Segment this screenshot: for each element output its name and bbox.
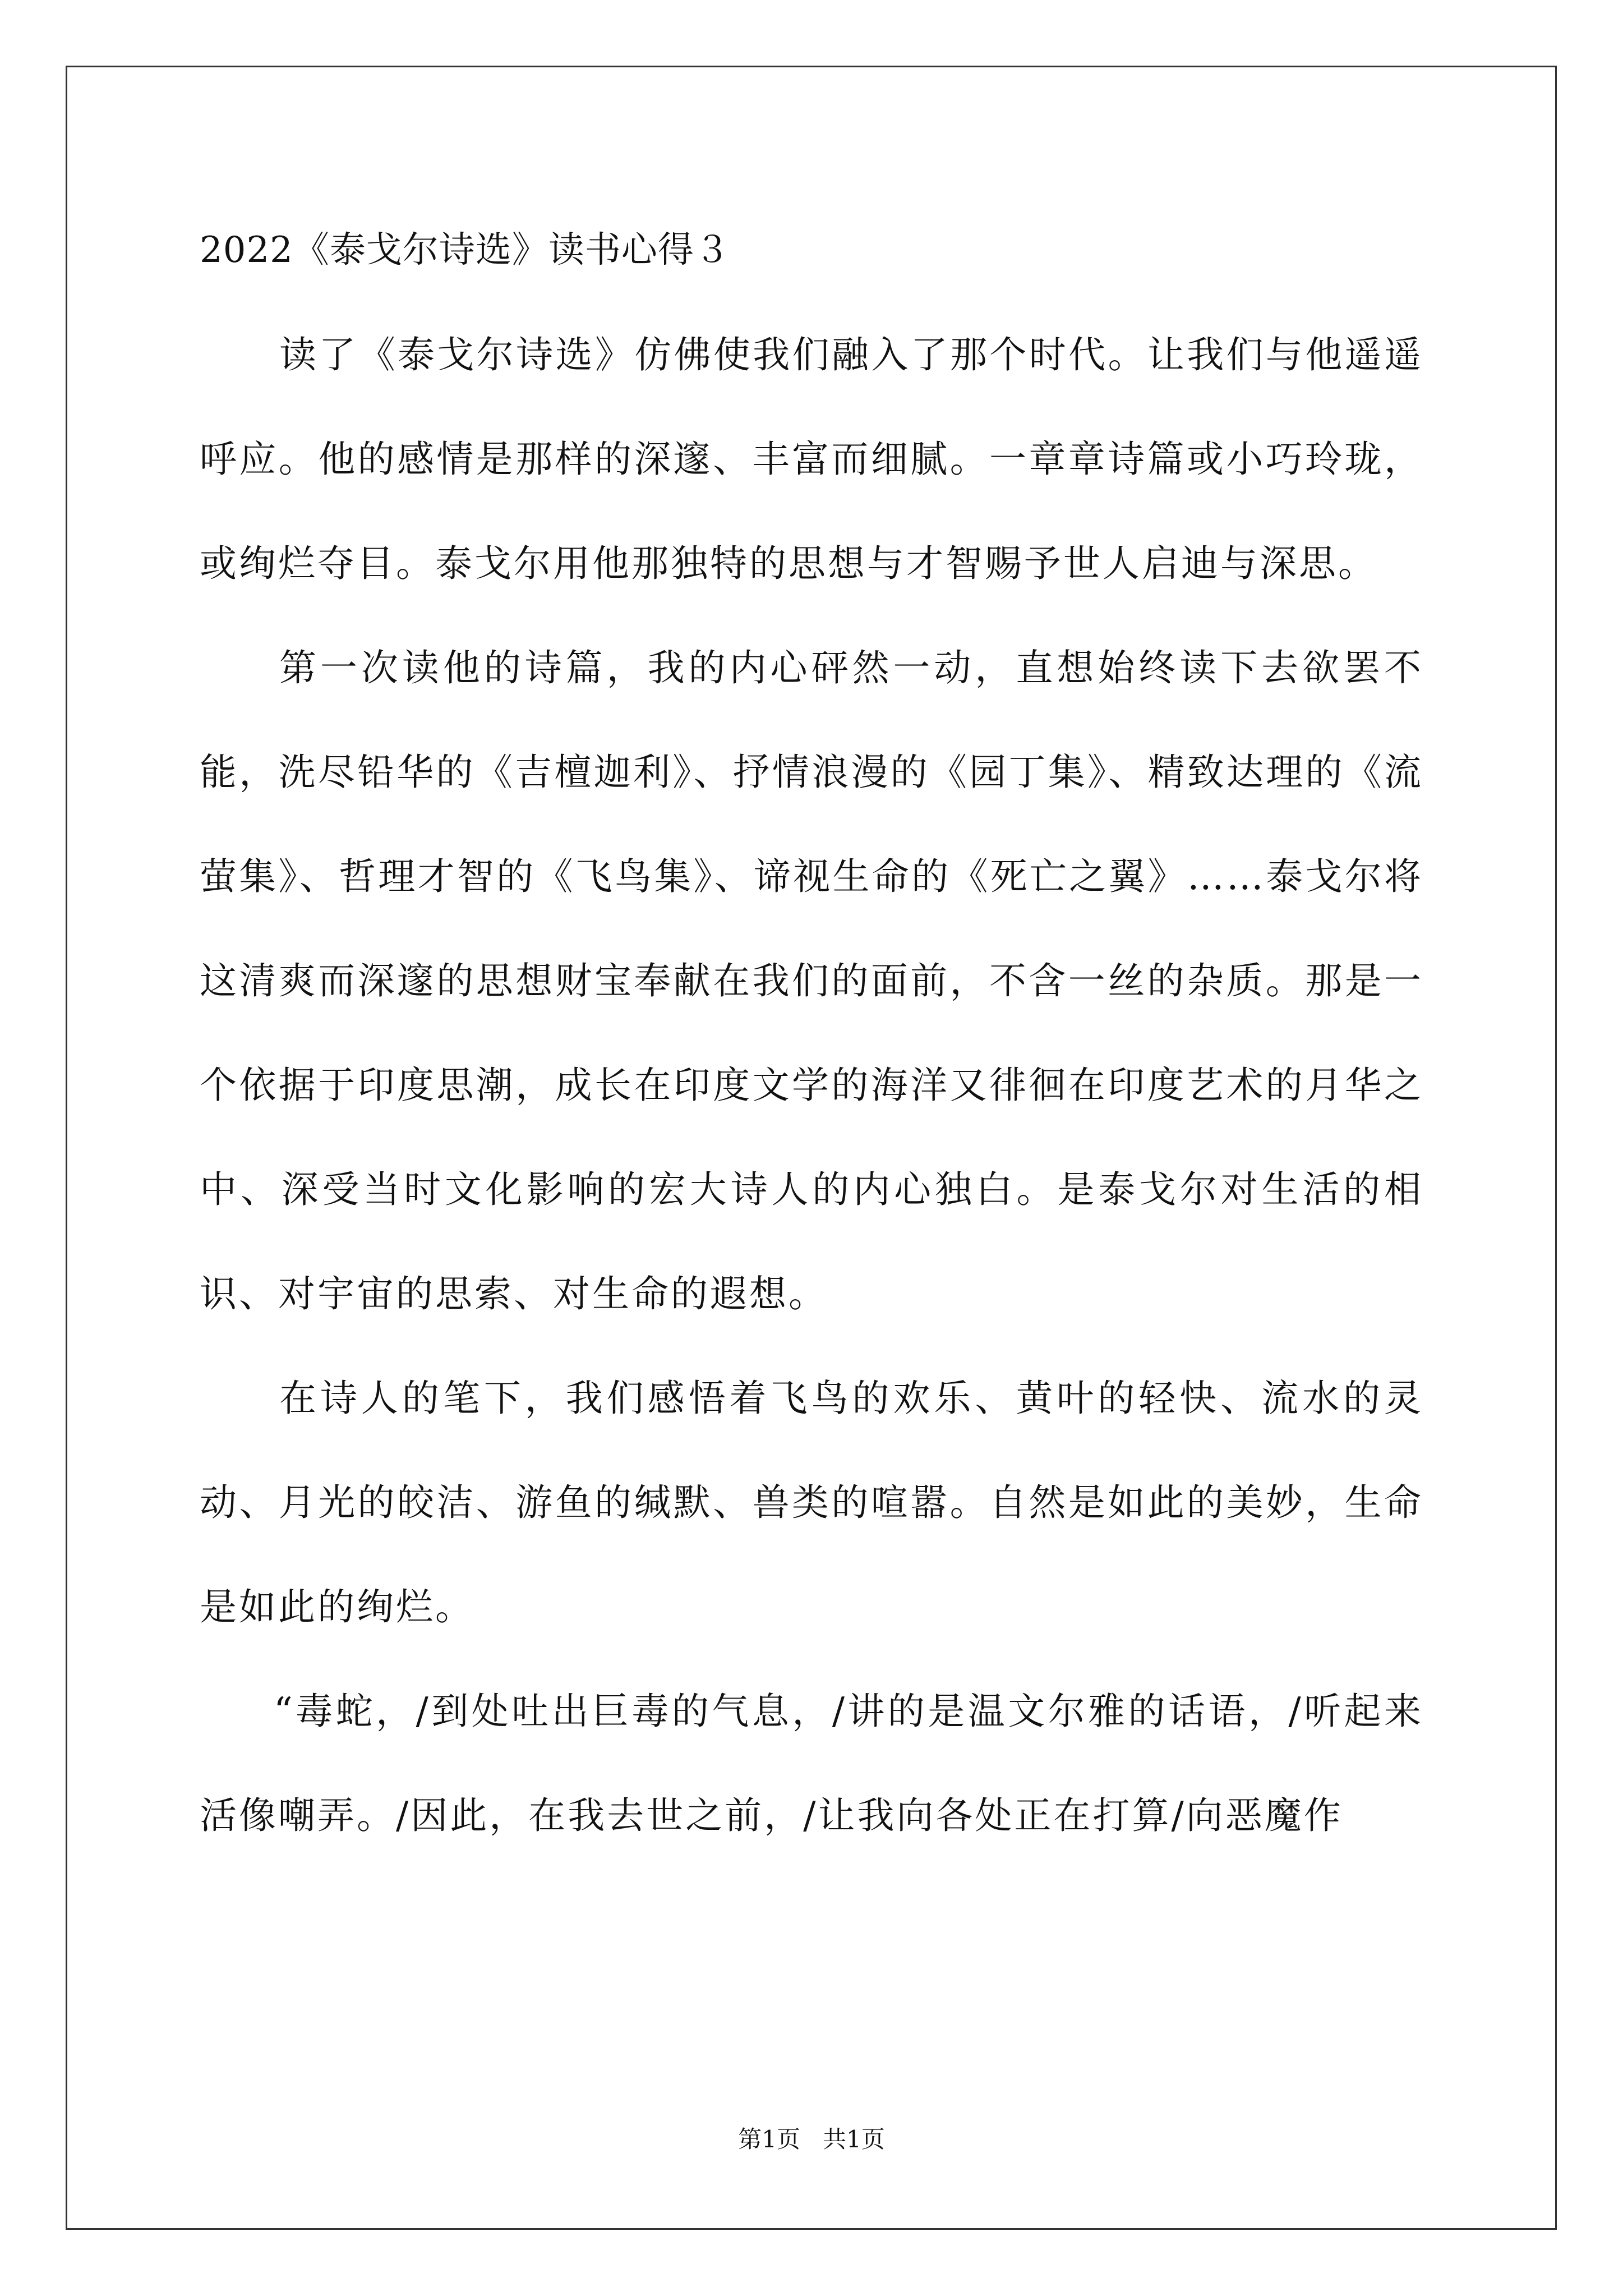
paragraph: “毒蛇，/到处吐出巨毒的气息，/讲的是温文尔雅的话语，/听起来活像嘲弄。/因此，在我去世之前，/让我向各处正在打算/向恶魔作 <box>200 1690 1423 1837</box>
paragraph: 第一次读他的诗篇，我的内心砰然一动，直想始终读下去欲罢不能，洗尽铅华的《吉檀迦利》、抒情浪漫的《园丁集》、精致达理的《流萤集》、哲理才智的《飞鸟集》、谛视生命的《死亡之翼》……泰戈尔将这清爽而深邃的思想财宝奉献在我们的面前，不含一丝的杂质。那是一个依据于印度思潮，成长在印度文学的海洋又徘徊在印度艺术的月华之中、深受当时文化影响的宏大诗人的内心独白。是泰戈尔对生活的相识、对宇宙的思索、对生命的遐想。 <box>200 646 1423 1315</box>
document-title: 2022《泰戈尔诗选》读书心得３ <box>200 229 731 271</box>
document-body <box>200 223 1423 1868</box>
paragraph: 在诗人的笔下，我们感悟着飞鸟的欢乐、黄叶的轻快、流水的灵动、月光的皎洁、游鱼的缄默、兽类的喧嚣。自然是如此的美妙，生命是如此的绚烂。 <box>200 1377 1423 1628</box>
page-footer: 第1页 共1页 <box>738 2125 885 2153</box>
paragraph: 读了《泰戈尔诗选》仿佛使我们融入了那个时代。让我们与他遥遥呼应。他的感情是那样的深邃、丰富而细腻。一章章诗篇或小巧玲珑，或绚烂夺目。泰戈尔用他那独特的思想与才智赐予世人启迪与深思。 <box>200 333 1423 585</box>
paragraph-list <box>200 303 1423 1868</box>
